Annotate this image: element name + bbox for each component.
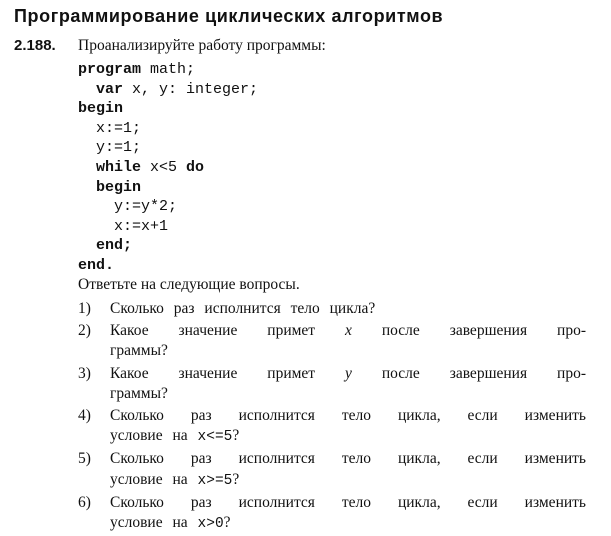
question-number: 6): [78, 493, 91, 511]
condition-code: x<=5: [197, 429, 233, 446]
code-text: x:=x+1: [114, 217, 169, 235]
code-keyword: begin: [96, 178, 142, 196]
question-list: [78, 299, 586, 536]
code-keyword: do: [186, 158, 205, 176]
code-keyword: program: [78, 61, 142, 78]
code-line: [78, 80, 258, 100]
code-keyword: end;: [96, 237, 133, 255]
question-text: Сколько раз исполнится тело цикла, если изменить условие на x>0?: [110, 493, 586, 533]
program-listing: [78, 60, 258, 276]
question-text: Какое значение примет x после завершения про- граммы?: [110, 322, 586, 360]
question-item: [78, 406, 586, 447]
question-item: [78, 493, 586, 534]
question-number: 5): [78, 450, 91, 468]
code-keyword: begin: [78, 100, 124, 118]
code-line: [78, 197, 258, 217]
code-line: [78, 60, 258, 80]
code-keyword: while: [96, 158, 142, 176]
question-text: Сколько раз исполнится тело цикла, если изменить условие на x<=5?: [110, 407, 586, 446]
code-text: y:=1;: [96, 139, 142, 157]
code-line: [78, 119, 258, 139]
code-keyword: end.: [78, 256, 115, 274]
condition-code: x>=5: [197, 472, 233, 489]
question-text: Какое значение примет y после завершения про- граммы?: [110, 364, 586, 402]
code-text: x, y: integer;: [123, 80, 259, 98]
question-text: Сколько раз исполнится тело цикла, если изменить условие на x>=5?: [110, 450, 586, 489]
questions-intro: Ответьте на следующие вопросы.: [78, 276, 300, 293]
code-text: math;: [141, 61, 196, 78]
question-item: [78, 321, 586, 361]
task-header: [14, 37, 326, 55]
code-text: y:=y*2;: [114, 198, 178, 216]
code-line: [78, 158, 258, 178]
question-item: [78, 299, 586, 319]
question-number: 1): [78, 300, 91, 317]
task-instruction: Проанализируйте работу программы:: [78, 37, 326, 54]
variable-name: y: [345, 364, 352, 382]
code-text: x<5: [141, 158, 187, 176]
condition-code: x>0: [197, 516, 224, 533]
variable-name: x: [345, 322, 352, 340]
code-line: [78, 138, 258, 158]
question-number: 3): [78, 364, 91, 382]
question-item: [78, 364, 586, 404]
question-text: Сколько раз исполнится тело цикла?: [110, 300, 376, 317]
question-item: [78, 449, 586, 490]
code-line: [78, 256, 258, 276]
code-line: [78, 178, 258, 198]
code-line: [78, 236, 258, 256]
question-number: 4): [78, 407, 91, 425]
question-number: 2): [78, 322, 91, 340]
code-line: [78, 217, 258, 237]
code-line: [78, 99, 258, 119]
code-keyword: var: [96, 80, 124, 98]
section-title: Программирование циклических алгоритмов: [14, 6, 444, 26]
task-number: 2.188.: [14, 37, 56, 54]
code-text: x:=1;: [96, 119, 142, 137]
